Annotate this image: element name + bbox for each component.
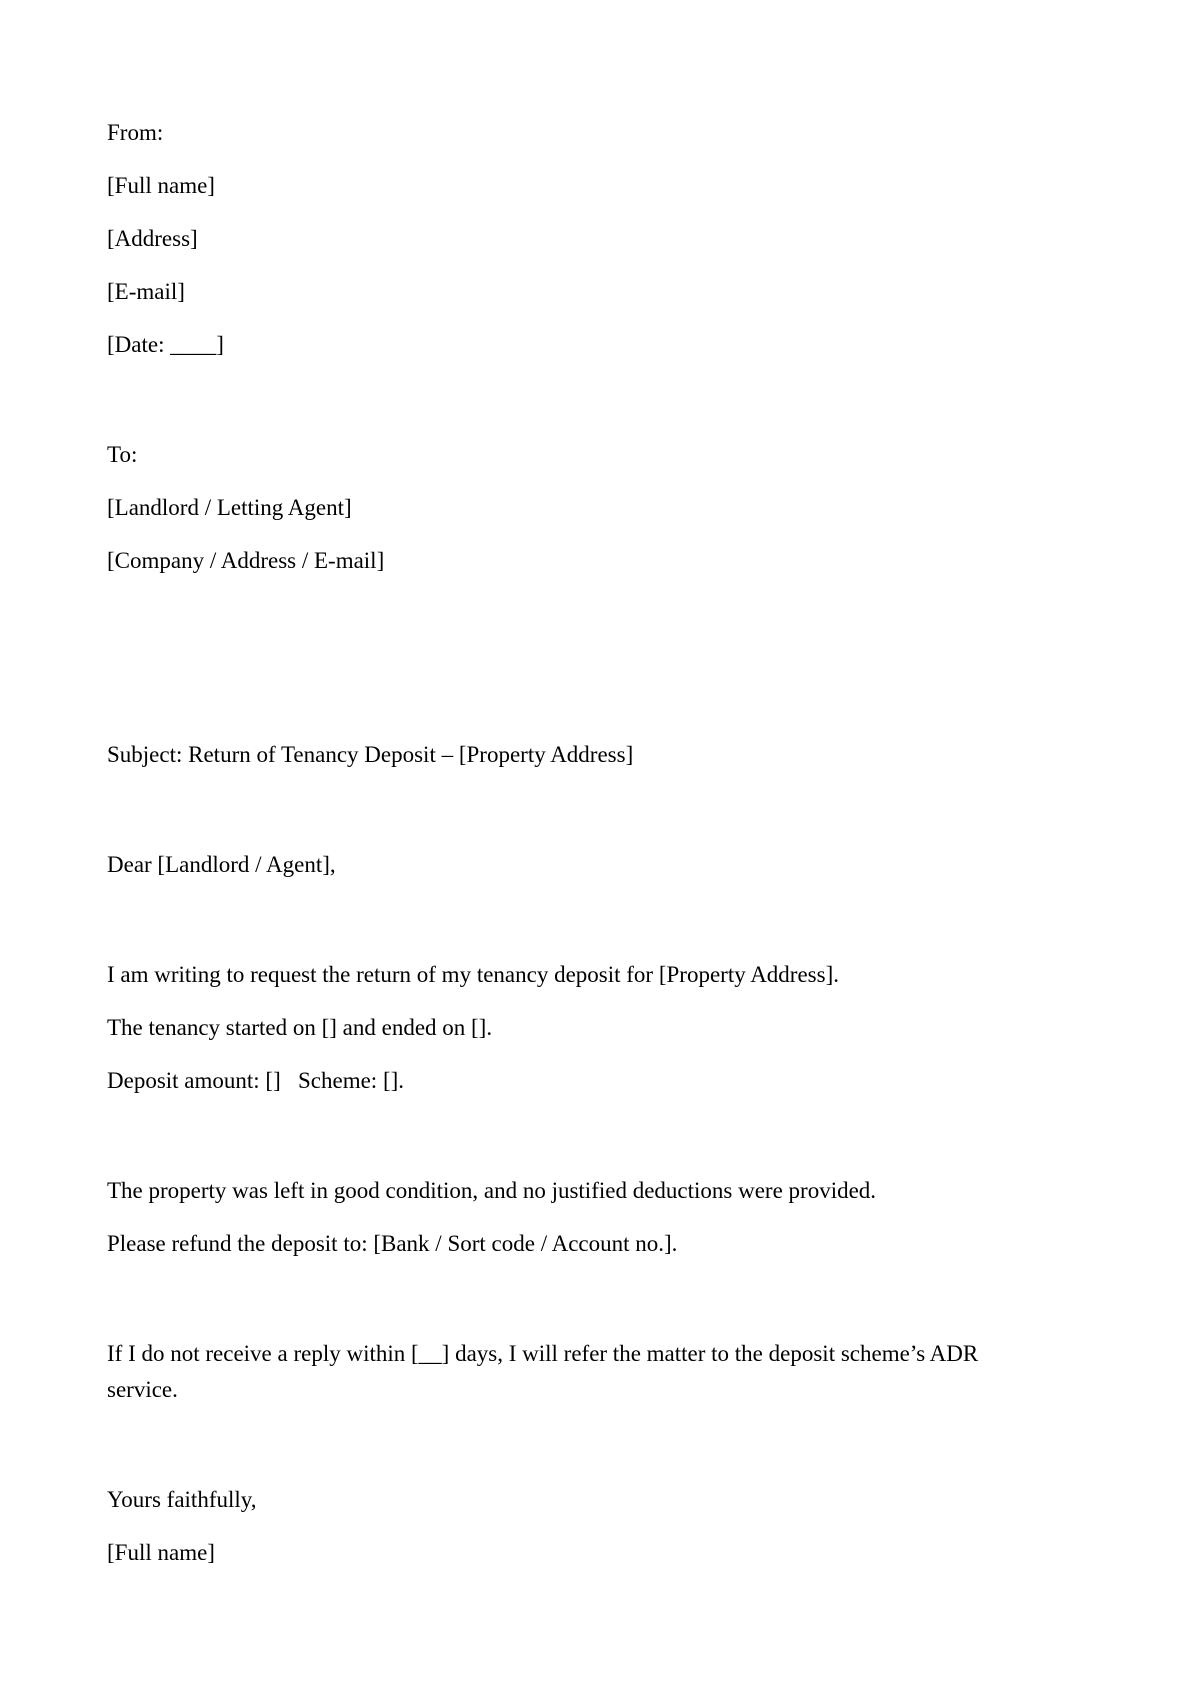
sender-address: [Address] bbox=[107, 226, 198, 251]
salutation: Dear [Landlord / Agent], bbox=[107, 852, 336, 877]
body-condition: The property was left in good condition, and no justified deductions were provided. bbox=[107, 1178, 877, 1203]
body-adr-notice: If I do not receive a reply within [__] days, I will refer the matter to the deposit scheme’s ADR service. bbox=[107, 1341, 984, 1402]
sender-email: [E-mail] bbox=[107, 279, 185, 304]
recipient-company: [Company / Address / E-mail] bbox=[107, 548, 385, 573]
signature-name: [Full name] bbox=[107, 1540, 215, 1565]
letter-date: [Date: ____] bbox=[107, 332, 224, 357]
body-tenancy-dates: The tenancy started on [] and ended on []. bbox=[107, 1015, 493, 1040]
from-label: From: bbox=[107, 120, 164, 145]
body-refund: Please refund the deposit to: [Bank / Sort code / Account no.]. bbox=[107, 1231, 678, 1256]
subject-line: Subject: Return of Tenancy Deposit – [Property Address] bbox=[107, 742, 634, 767]
to-label: To: bbox=[107, 442, 138, 467]
body-request: I am writing to request the return of my tenancy deposit for [Property Address]. bbox=[107, 962, 839, 987]
sender-full-name: [Full name] bbox=[107, 173, 215, 198]
body-deposit-scheme: Deposit amount: [] Scheme: []. bbox=[107, 1068, 405, 1093]
recipient-name: [Landlord / Letting Agent] bbox=[107, 495, 352, 520]
valediction: Yours faithfully, bbox=[107, 1487, 257, 1512]
